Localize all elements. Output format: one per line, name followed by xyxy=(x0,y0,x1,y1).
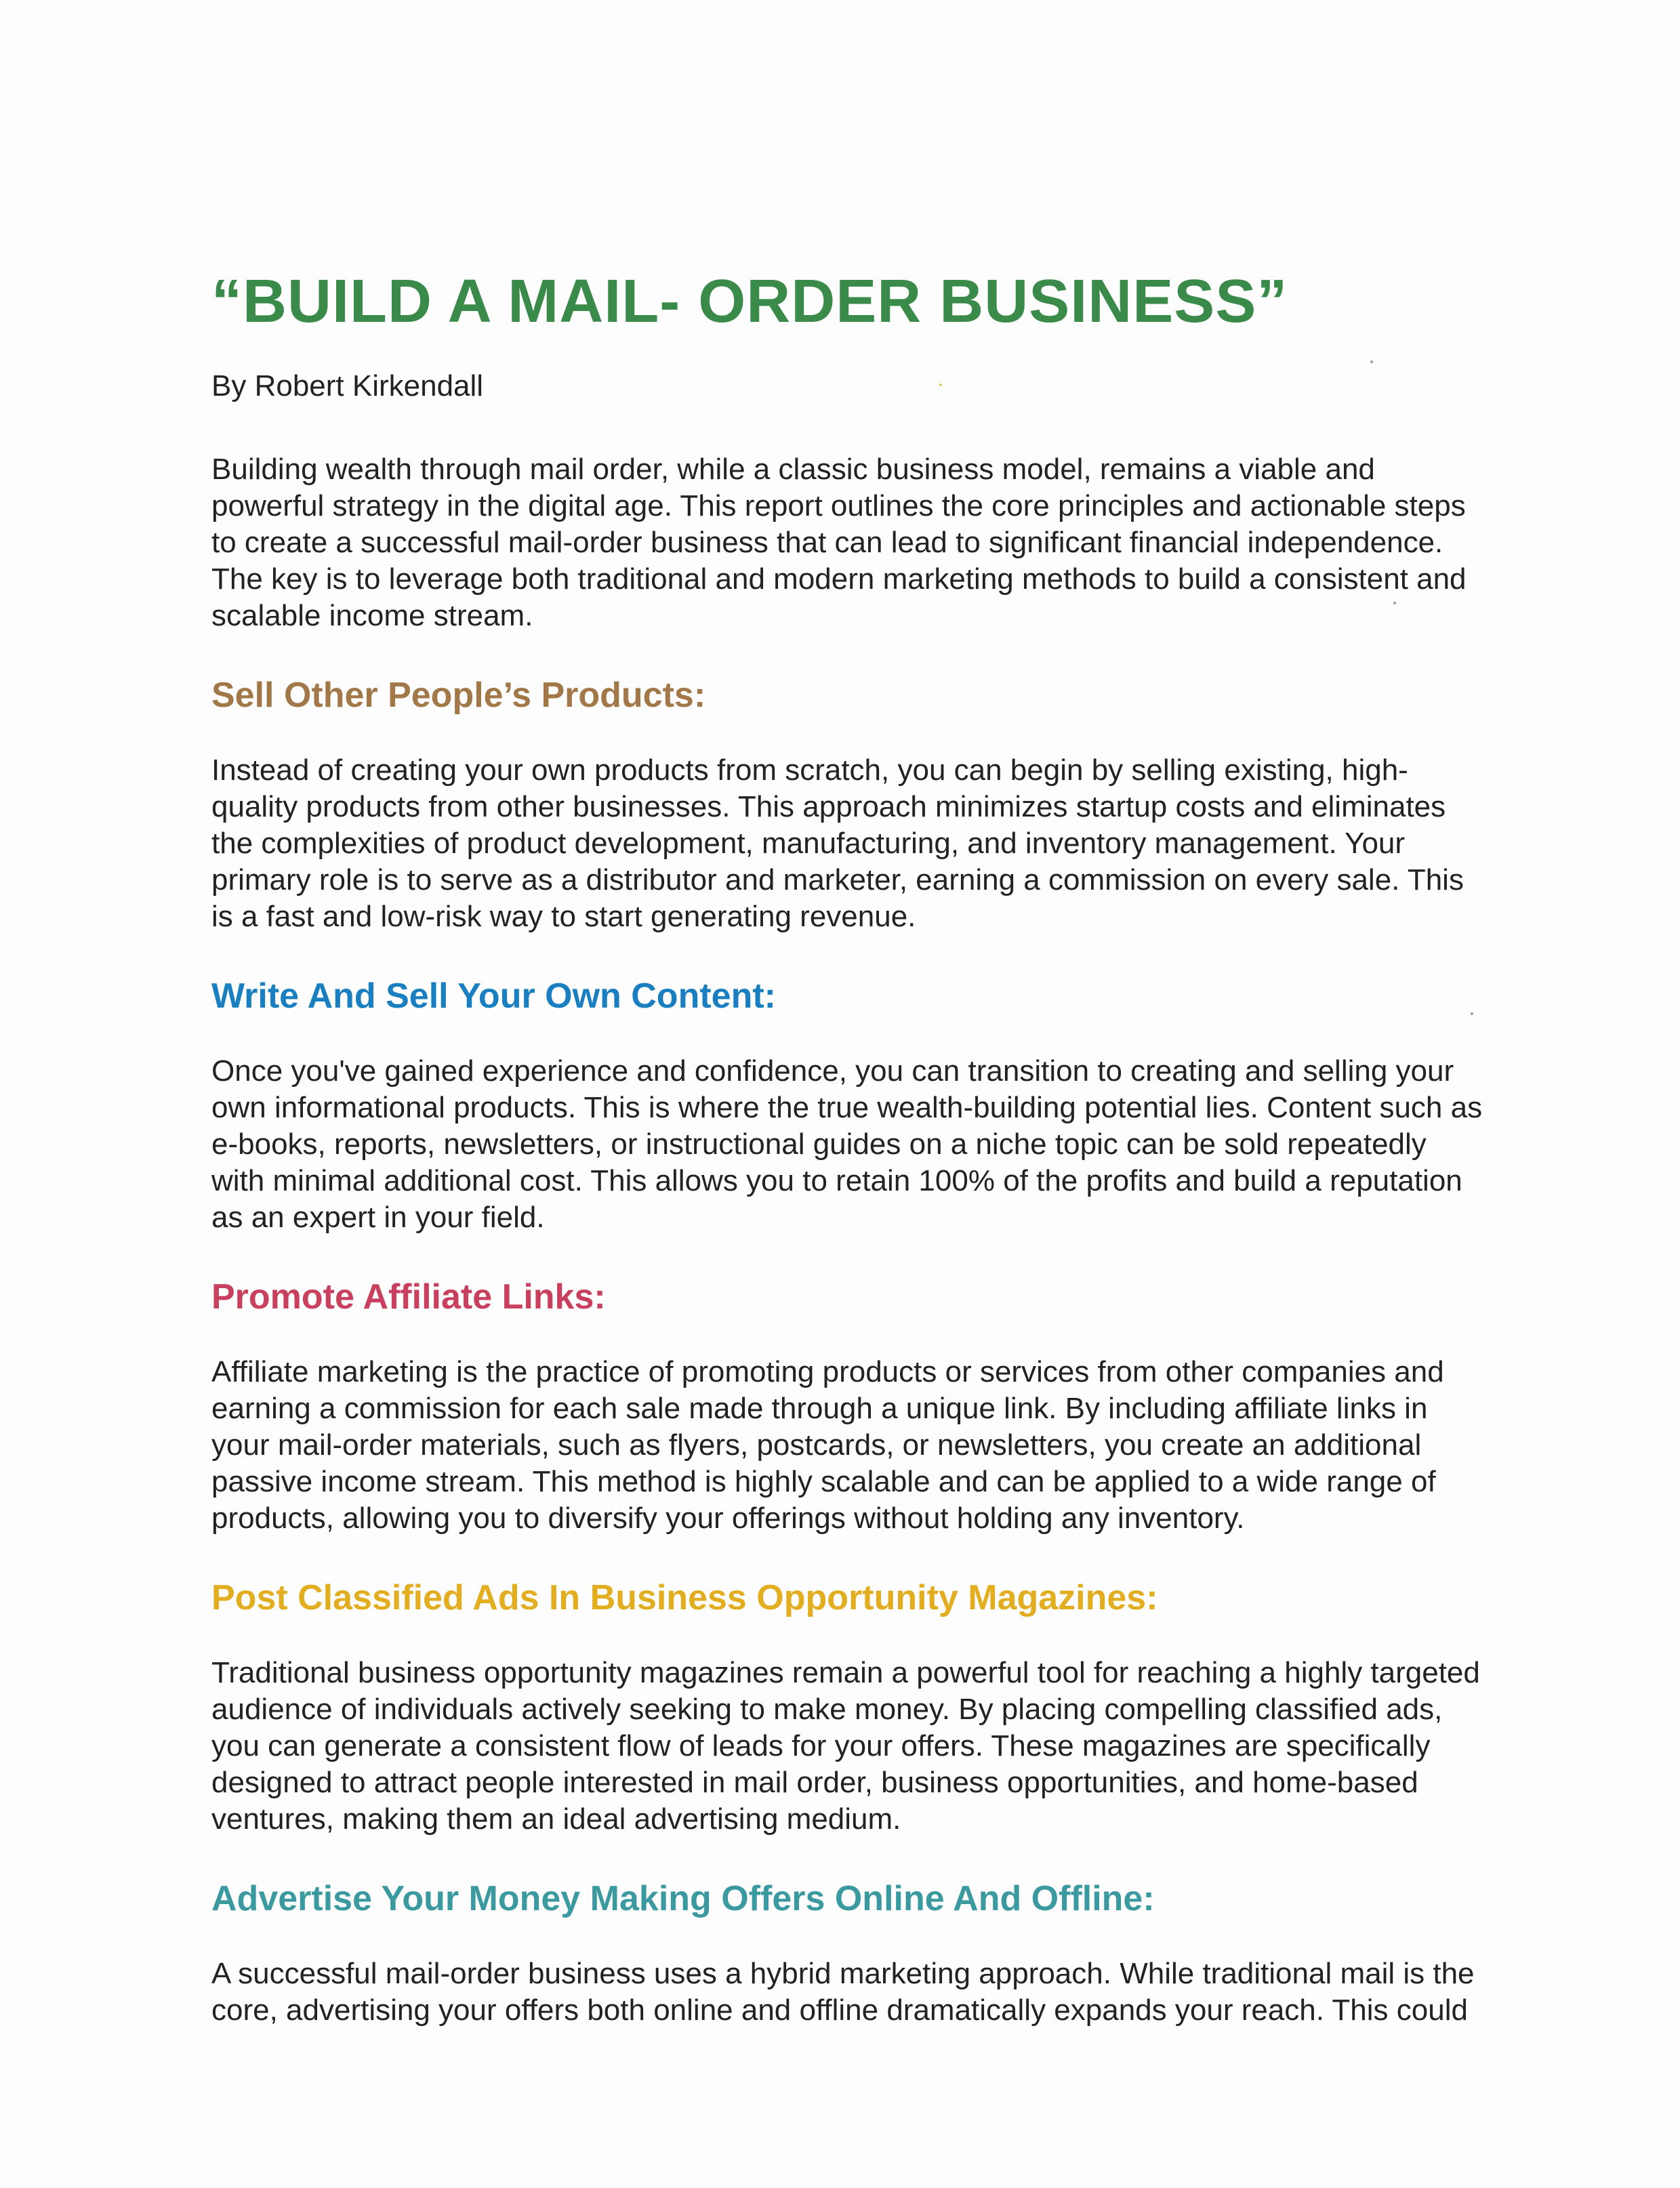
section-advertise-offers xyxy=(211,1877,1486,2029)
author-byline: By Robert Kirkendall xyxy=(211,369,484,402)
section-paragraph: Once you've gained experience and confidence, you can transition to creating and selling your own informational products. This is where the true wealth-building potential lies. Content such as e-books, reports, newsletters, or instructional guides on a niche topic can be sold repeatedly with minimal additional cost. This allows you to retain 100% of the profits and build a reputation as an expert in your field. xyxy=(211,1054,1483,1234)
section-heading: Advertise Your Money Making Offers Online And Offline: xyxy=(211,1879,1155,1918)
intro-paragraph: Building wealth through mail order, while a classic business model, remains a viable and powerful strategy in the digital age. This report outlines the core principles and actionable steps to create a successful mail-order business that can lead to significant financial independence. The key is to leverage both traditional and modern marketing methods to build a consistent and scalable income stream. xyxy=(211,453,1467,632)
section-paragraph: A successful mail-order business uses a hybrid marketing approach. While traditional mail is the core, advertising your offers both online and offline dramatically expands your reach. This could xyxy=(211,1957,1475,2027)
section-heading: Promote Affiliate Links: xyxy=(211,1277,606,1317)
section-paragraph: Instead of creating your own products from scratch, you can begin by selling existing, high-quality products from other businesses. This approach minimizes startup costs and eliminates the complexities of product development, manufacturing, and inventory management. Your primary role is to serve as a distributor and marketer, earning a commission on every sale. This is a fast and low-risk way to start generating revenue. xyxy=(211,754,1464,933)
section-promote-affiliate-links xyxy=(211,1275,1486,1537)
section-classified-ads xyxy=(211,1576,1486,1838)
document-content xyxy=(211,264,1486,2029)
section-write-own-content xyxy=(211,974,1486,1236)
section-sell-other-products xyxy=(211,674,1486,935)
document-title: “BUILD A MAIL- ORDER BUSINESS” xyxy=(211,268,1288,335)
section-heading: Sell Other People’s Products: xyxy=(211,676,706,715)
section-paragraph: Affiliate marketing is the practice of promoting products or services from other companies and earning a commission for each sale made through a unique link. By including affiliate links in your mail-order materials, such as flyers, postcards, or newsletters, you create an additional passive income stream. This method is highly scalable and can be applied to a wide range of products, allowing you to diversify your offerings without holding any inventory. xyxy=(211,1355,1444,1535)
section-heading: Write And Sell Your Own Content: xyxy=(211,976,776,1016)
section-paragraph: Traditional business opportunity magazines remain a powerful tool for reaching a highly targeted audience of individuals actively seeking to make money. By placing compelling classified ads, you can generate a consistent flow of leads for your offers. These magazines are specifically designed to attract people interested in mail order, business opportunities, and home-based ventures, making them an ideal advertising medium. xyxy=(211,1656,1480,1836)
section-heading: Post Classified Ads In Business Opportunity Magazines: xyxy=(211,1578,1158,1617)
